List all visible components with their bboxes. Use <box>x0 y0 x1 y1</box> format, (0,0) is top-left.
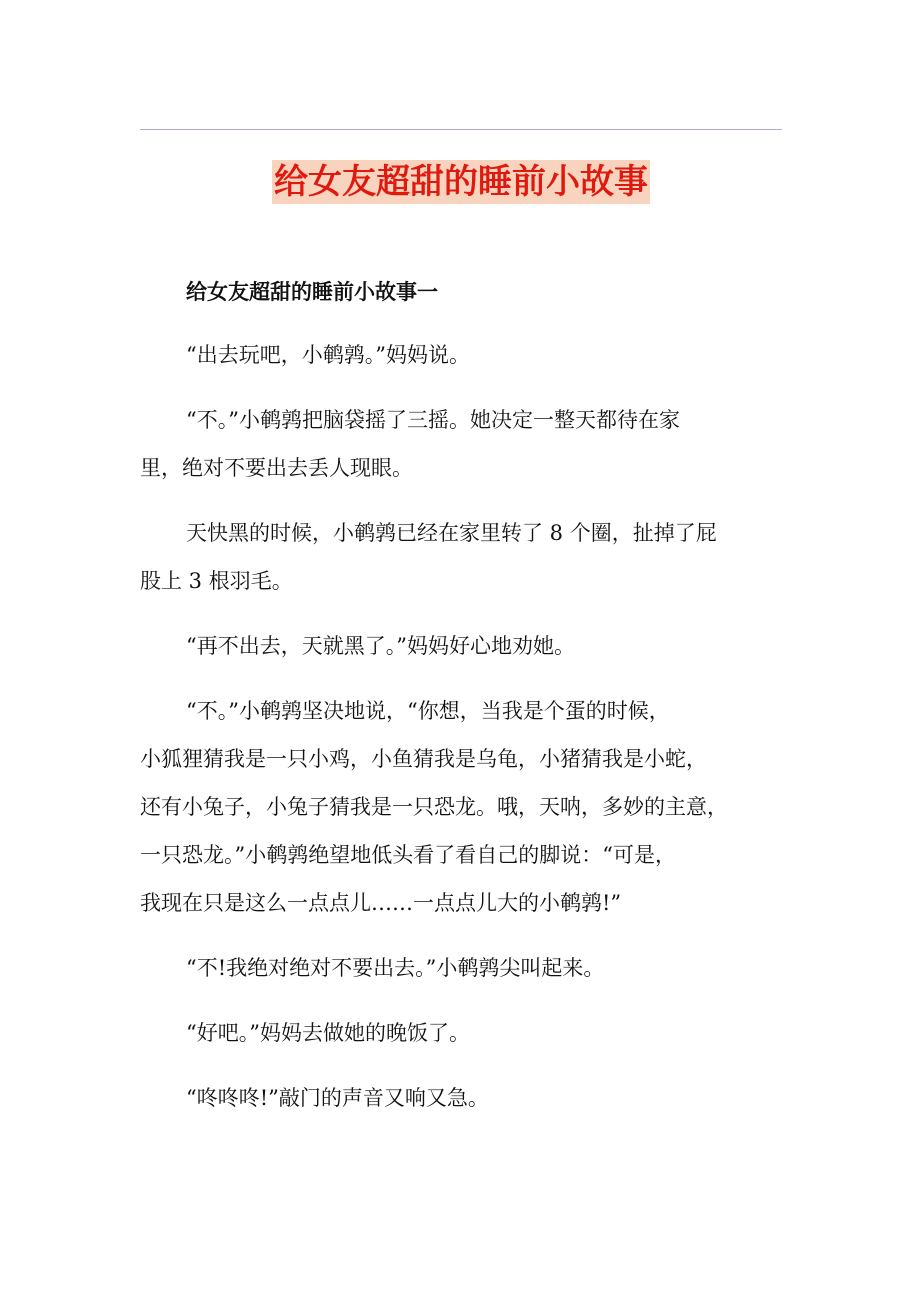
paragraph-line: 股上 3 根羽毛。 <box>140 569 293 593</box>
paragraph-line: “不!我绝对绝对不要出去。”小鹌鹑尖叫起来。 <box>186 956 605 980</box>
paragraph-6 <box>140 944 782 992</box>
paragraph-line: 一只恐龙。”小鹌鹑绝望地低头看了看自己的脚说：“可是， <box>140 843 676 867</box>
paragraph-line: “不。”小鹌鹑把脑袋摇了三摇。她决定一整天都待在家 <box>186 408 680 432</box>
header-rule <box>140 129 782 130</box>
paragraph-line: 里，绝对不要出去丢人现眼。 <box>140 456 413 480</box>
paragraph-1 <box>140 331 782 379</box>
paragraph-line: “再不出去，天就黑了。”妈妈好心地劝她。 <box>186 634 575 658</box>
paragraph-line: “咚咚咚!”敲门的声音又响又急。 <box>186 1086 489 1110</box>
paragraph-line: “好吧。”妈妈去做她的晚饭了。 <box>186 1021 470 1045</box>
paragraph-4 <box>140 622 782 670</box>
paragraph-line: 小狐狸猜我是一只小鸡，小鱼猜我是乌龟，小猪猜我是小蛇， <box>140 747 707 771</box>
paragraph-line: 我现在只是这么一点点儿……一点点儿大的小鹌鹑!” <box>140 891 622 915</box>
document-body <box>140 268 782 1139</box>
paragraph-line: 天快黑的时候，小鹌鹑已经在家里转了 8 个圈，扯掉了屁 <box>186 521 717 545</box>
paragraph-2 <box>140 396 782 492</box>
paragraph-line: “出去玩吧，小鹌鹑。”妈妈说。 <box>186 343 470 367</box>
paragraph-5 <box>140 687 782 927</box>
section-heading: 给女友超甜的睡前小故事一 <box>186 279 438 304</box>
document-title: 给女友超甜的睡前小故事 <box>274 162 648 202</box>
paragraph-8 <box>140 1074 782 1122</box>
paragraph-line: 还有小兔子，小兔子猜我是一只恐龙。哦，天呐，多妙的主意， <box>140 795 728 819</box>
paragraph-7 <box>140 1009 782 1057</box>
paragraph-3 <box>140 509 782 605</box>
paragraph-line: “不。”小鹌鹑坚决地说，“你想，当我是个蛋的时候， <box>186 699 670 723</box>
title-container <box>140 160 782 204</box>
